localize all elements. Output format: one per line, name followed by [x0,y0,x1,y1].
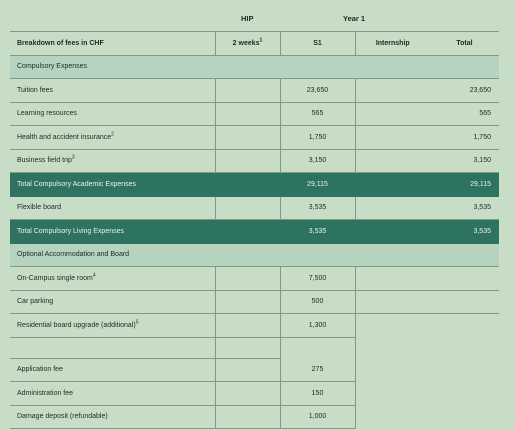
row-s1: 3,535 [280,196,355,220]
row-label: Business field trip$^3$ [10,149,215,173]
row-label: Damage deposit (refundable) [10,405,215,429]
table-row [10,358,499,382]
table-row [10,102,499,126]
section-row-optional [10,243,499,267]
table-row [10,126,499,150]
row-total: 3,535 [430,220,499,244]
row-total [430,314,499,338]
table-row [10,314,499,338]
row-s1: 565 [280,102,355,126]
row-label: Learning resources [10,102,215,126]
row-s1: 1,000 [280,405,355,429]
section-label: Compulsory Expenses [10,55,499,79]
col-header-internship: Internship [355,32,430,56]
row-total: 565 [430,102,499,126]
fees-table [10,31,499,429]
row-s1: 1,750 [280,126,355,150]
col-header-2weeks: 2 weeks$^1$ [215,32,280,56]
row-s1: 1,300 [280,314,355,338]
section-label: Optional Accommodation and Board [10,243,499,267]
row-total [430,382,499,406]
year1-header: Year 1 [343,14,366,23]
row-total [430,405,499,429]
row-label: Car parking [10,290,215,314]
row-label: Tuition fees [10,79,215,103]
row-total [430,358,499,382]
row-s1: 150 [280,382,355,406]
row-total [430,290,499,314]
row-label: Application fee [10,358,215,382]
row-label: Residential board upgrade (additional)$^5$ [10,314,215,338]
row-total: 3,150 [430,149,499,173]
col-header-s1: S1 [280,32,355,56]
row-s1: 23,650 [280,79,355,103]
row-s1: 3,535 [280,220,355,244]
row-s1: 3,150 [280,149,355,173]
section-row-compulsory [10,55,499,79]
row-label: Administration fee [10,382,215,406]
table-row [10,149,499,173]
row-label: Health and accident insurance$^2$ [10,126,215,150]
row-s1: 7,500 [280,267,355,291]
row-total [430,267,499,291]
total-row-living [10,220,499,244]
table-row [10,290,499,314]
row-label: Flexible board [10,196,215,220]
table-row [10,267,499,291]
row-total: 1,750 [430,126,499,150]
table-header-row [10,32,499,56]
hip-header: HIP [241,14,254,23]
row-label: On-Campus single room$^4$ [10,267,215,291]
table-row [10,196,499,220]
spacer-row [10,337,499,358]
row-s1: 500 [280,290,355,314]
table-row [10,405,499,429]
row-total: 23,650 [430,79,499,103]
col-header-total: Total [430,32,499,56]
table-row [10,382,499,406]
table-row [10,79,499,103]
row-s1: 29,115 [280,173,355,197]
row-label: Total Compulsory Academic Expenses [10,173,215,197]
row-total: 3,535 [430,196,499,220]
row-label: Total Compulsory Living Expenses [10,220,215,244]
col-header-breakdown: Breakdown of fees in CHF [10,32,215,56]
row-s1: 275 [280,358,355,382]
total-row-academic [10,173,499,197]
row-total: 29,115 [430,173,499,197]
